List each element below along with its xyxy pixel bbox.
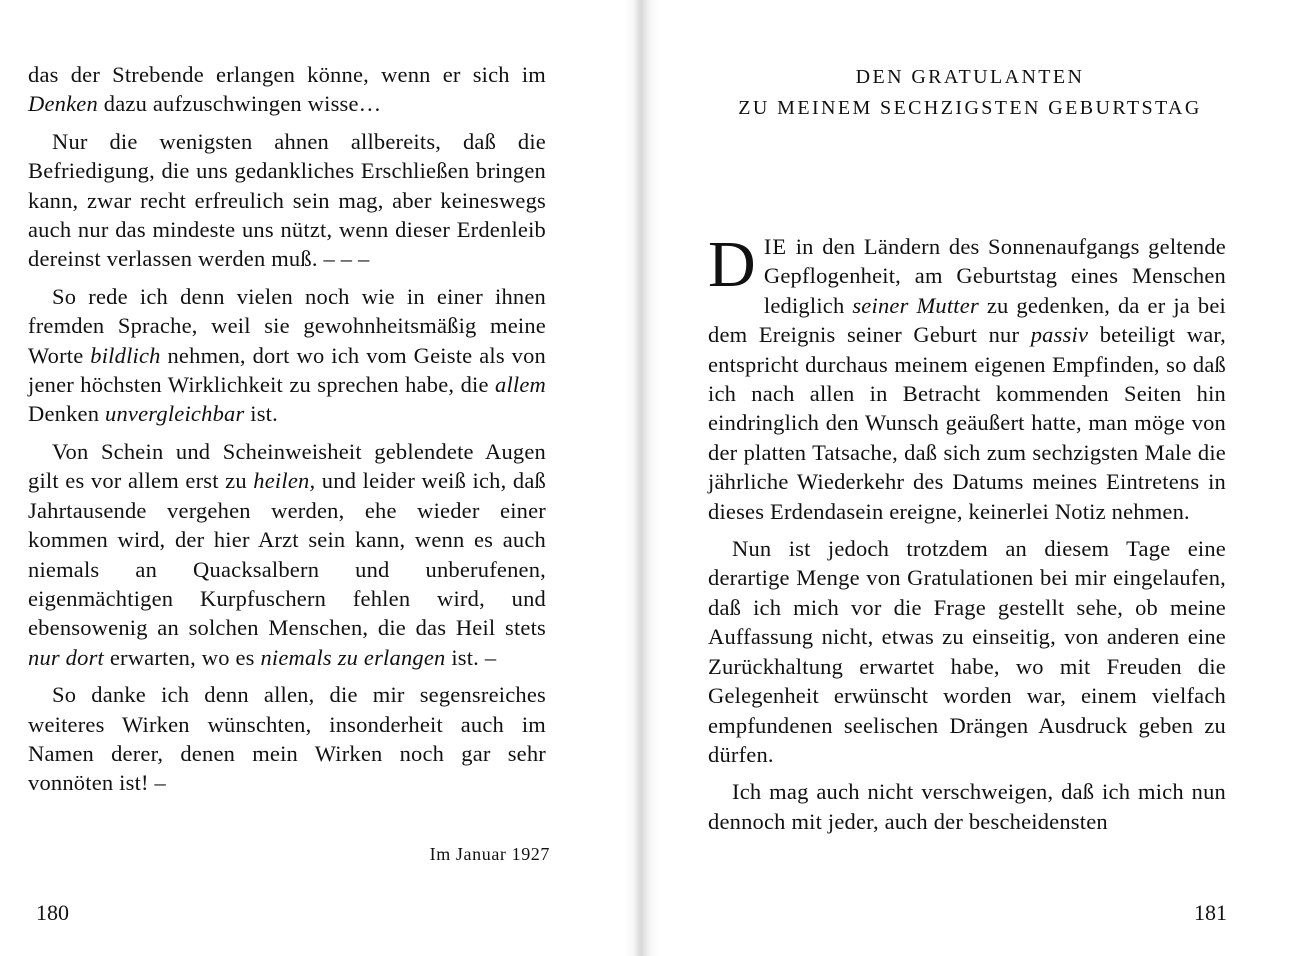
- paragraph: So danke ich denn allen, die mir segensreiches weiteres Wirken wünschten, insonderheit auch im Namen derer, denen mein Wirken noch gar sehr vonnöten ist! –: [28, 682, 546, 796]
- drop-cap: D: [708, 228, 756, 301]
- paragraph: Von Schein und Scheinweisheit geblendete Augen gilt es vor allem erst zu heilen, und leider weiß ich, daß Jahrtausende vergehen werden, ehe wieder einer kommen wird, der hier Arzt sein kann, wenn es auch niemals an Quacksalbern und unberufenen, eigenmächtigen Kurpfuschern fehlen wird, und ebensowenig an solchen Menschen, die das Heil stets nur dort erwarten, wo es niemals zu erlangen ist. –: [28, 438, 546, 670]
- left-page: [0, 0, 640, 956]
- left-page-body: [28, 60, 546, 806]
- right-page-body: [708, 228, 1227, 844]
- chapter-heading: [640, 62, 1300, 124]
- paragraph: Nun ist jedoch trotzdem an diesem Tage eine derartige Menge von Gratulationen bei mir eingelaufen, daß ich mich vor die Frage gestellt sehe, ob meine Auffassung nicht, etwas zu einseitig, von anderen eine Zurückhaltung erwartet habe, wo mit Freuden die Gelegenheit erwünscht worden war, einem vielfach empfundenen seelischen Drängen Ausdruck geben zu dürfen.: [708, 536, 1226, 767]
- paragraph: So rede ich denn vielen noch wie in einer ihnen fremden Sprache, weil sie gewohnheitsmäßig meine Worte bildlich nehmen, dort wo ich vom Geiste als von jener höchsten Wirklichkeit zu sprechen habe, die allem Denken unvergleichbar ist.: [28, 283, 546, 427]
- paragraph: Nur die wenigsten ahnen allbereits, daß die Befriedigung, die uns gedankliches Erschließen bringen kann, zwar recht erfreulich sein mag, aber keineswegs auch nur das mindeste uns nützt, wenn dieser Erdenleib dereinst verlassen werden muß. – – –: [28, 128, 546, 272]
- page-number: 181: [1194, 900, 1227, 925]
- right-page: [640, 0, 1300, 956]
- heading-line: ZU MEINEM SECHZIGSTEN GEBURTSTAG: [738, 97, 1202, 119]
- paragraph: Ich mag auch nicht verschweigen, daß ich mich nun dennoch mit jeder, auch der bescheidensten: [708, 779, 1226, 834]
- heading-line: DEN GRATULANTEN: [855, 66, 1085, 88]
- date-signature: Im Januar 1927: [429, 844, 550, 864]
- lead-caps: IE: [763, 234, 788, 259]
- paragraph: das der Strebende erlangen könne, wenn er sich im Denken dazu aufzuschwingen wisse…: [28, 62, 546, 117]
- page-number: 180: [36, 900, 69, 925]
- paragraph: DIE in den Ländern des Sonnenaufgangs geltende Gepflogenheit, am Geburtstag eines Menschen lediglich seiner Mutter zu gedenken, da er ja bei dem Ereignis seiner Geburt nur passiv beteiligt war, entspricht durchaus meinem eigenen Empfinden, so daß ich nach allen in Betracht kommenden Seiten hin eindringlich den Wunsch geäußert hatte, man möge von der platten Tatsache, daß sich zum sechzigsten Male die jährliche Wiederkehr des Datums meines Eintretens in dieses Erdendasein ereigne, keinerlei Notiz nehmen.: [708, 228, 1227, 524]
